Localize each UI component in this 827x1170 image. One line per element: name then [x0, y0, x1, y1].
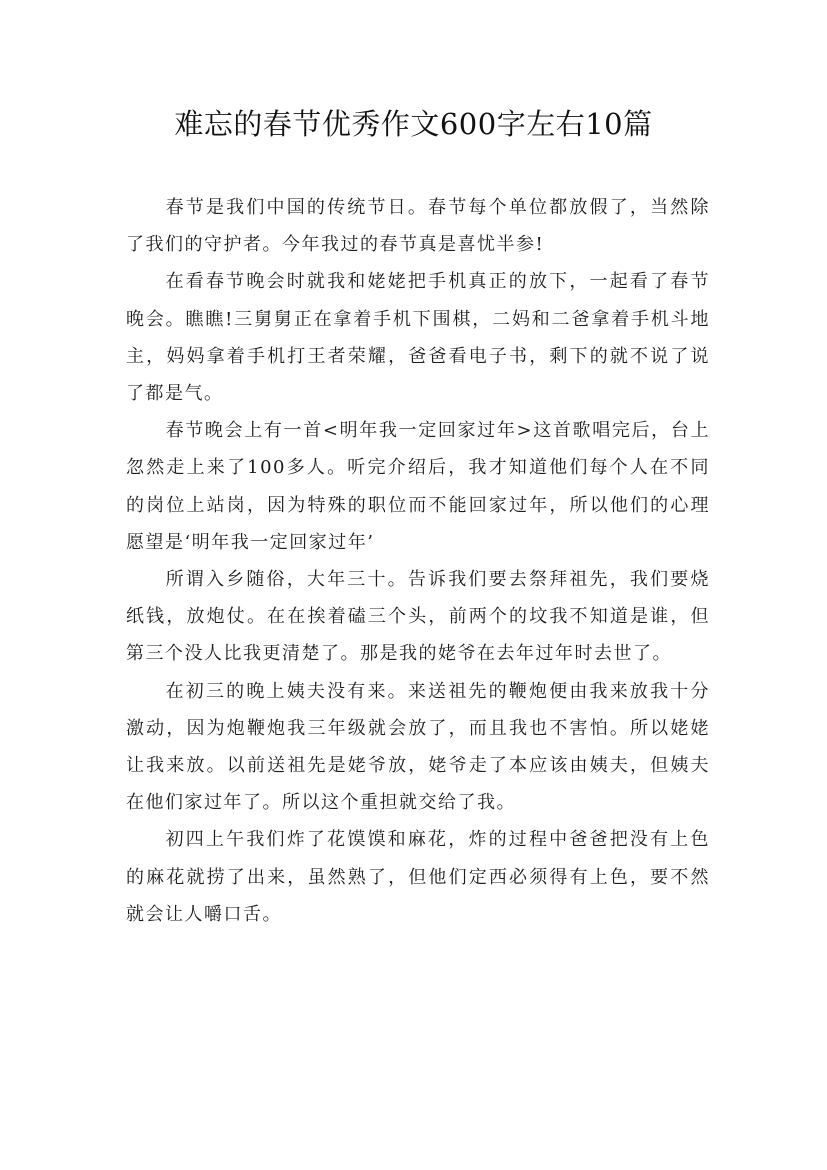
document-title: 难忘的春节优秀作文600字左右10篇 — [174, 107, 653, 141]
document-body — [126, 189, 710, 933]
paragraph: 在初三的晚上姨夫没有来。来送祖先的鞭炮便由我来放我十分激动，因为炮鞭炮我三年级就会放了，而且我也不害怕。所以姥姥让我来放。以前送祖先是姥爷放，姥爷走了本应该由姨夫，但姨夫在他们家过年了。所以这个重担就交给了我。 — [126, 680, 710, 814]
paragraph: 春节晚会上有一首<明年我一定回家过年>这首歌唱完后，台上忽然走上来了100多人。听完介绍后，我才知道他们每个人在不同的岗位上站岗，因为特殊的职位而不能回家过年，所以他们的心理愿望是‘明年我一定回家过年’ — [126, 420, 710, 553]
paragraph: 春节是我们中国的传统节日。春节每个单位都放假了，当然除了我们的守护者。今年我过的春节真是喜忧半参! — [126, 197, 710, 256]
paragraph: 在看春节晚会时就我和姥姥把手机真正的放下，一起看了春节晚会。瞧瞧!三舅舅正在拿着手机下围棋，二妈和二爸拿着手机斗地主，妈妈拿着手机打王者荣耀，爸爸看电子书，剩下的就不说了说了都是气。 — [126, 271, 710, 405]
paragraph: 初四上午我们炸了花馍馍和麻花，炸的过程中爸爸把没有上色的麻花就捞了出来，虽然熟了，但他们定西必须得有上色，要不然就会让人嚼口舌。 — [126, 829, 710, 925]
paragraph: 所谓入乡随俗，大年三十。告诉我们要去祭拜祖先，我们要烧纸钱，放炮仗。在在挨着磕三个头，前两个的坟我不知道是谁，但第三个没人比我更清楚了。那是我的姥爷在去年过年时去世了。 — [126, 569, 710, 665]
